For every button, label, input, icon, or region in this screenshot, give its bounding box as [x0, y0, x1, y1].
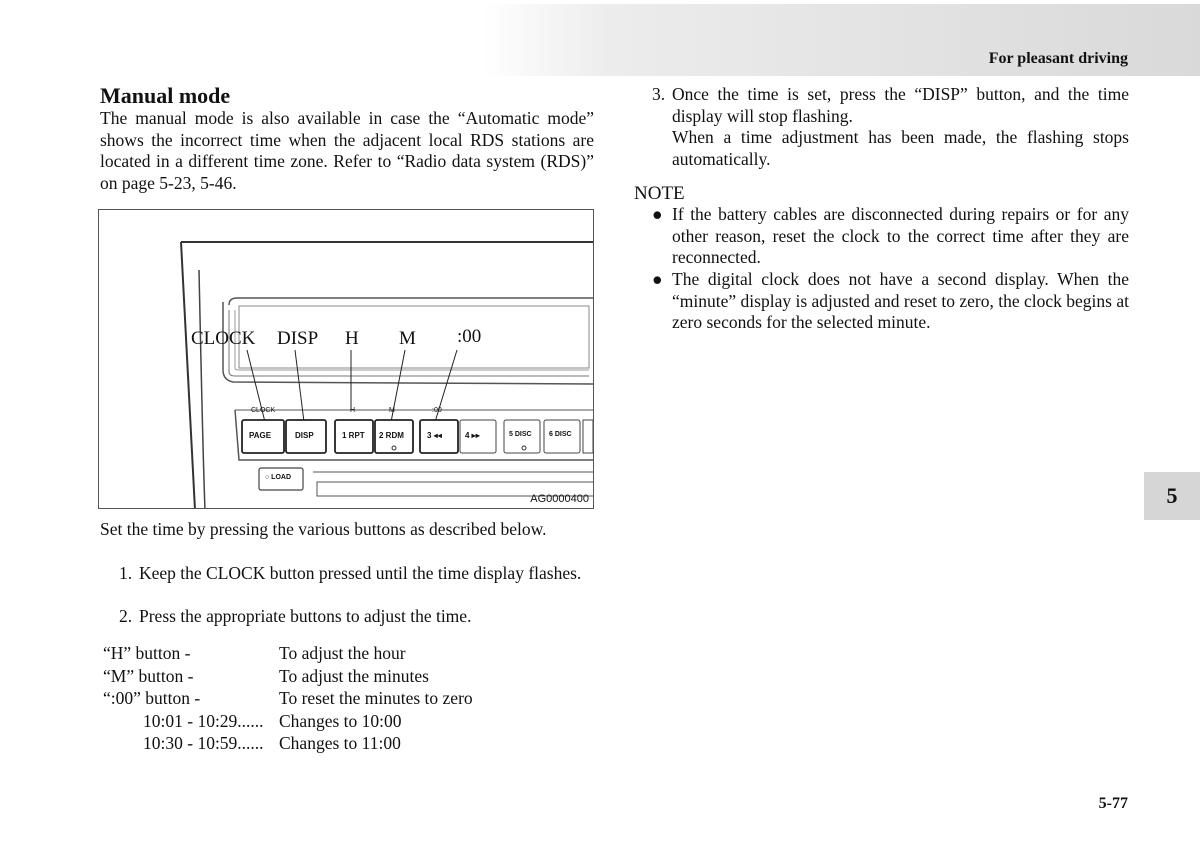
- callout-clock: CLOCK: [191, 328, 256, 349]
- small-label-m: M: [389, 407, 395, 414]
- note-bullet-2: The digital clock does not have a second display. When the “minute” display is adjusted and reset to zero, the clock begins at zero seconds for the selected minute.: [672, 269, 1129, 332]
- note-title: NOTE: [634, 183, 685, 204]
- callout-h: H: [345, 328, 359, 349]
- section-header: For pleasant driving: [988, 50, 1128, 67]
- step-3-number: 3.: [652, 84, 666, 104]
- instruction-paragraph: Set the time by pressing the various buttons as described below.: [100, 519, 547, 539]
- step-2-number: 2.: [119, 606, 133, 626]
- forward-button: 4 ▸▸: [465, 431, 480, 440]
- bullet-icon: ●: [652, 204, 663, 224]
- table-cell-range: 10:30 - 10:59......: [143, 733, 264, 754]
- disp-button: DISP: [295, 431, 314, 440]
- table-cell-action: To adjust the hour: [279, 643, 406, 663]
- table-cell-button: “M” button -: [103, 665, 194, 686]
- callout-disp: DISP: [277, 328, 319, 349]
- load-button: ○ LOAD: [265, 474, 292, 481]
- table-cell-range: 10:01 - 10:29......: [143, 710, 264, 731]
- chapter-tab: 5: [1144, 472, 1200, 520]
- callout-m: M: [399, 328, 416, 349]
- step-1-number: 1.: [119, 563, 133, 583]
- step-3-followup: When a time adjustment has been made, the flashing stops automatically.: [672, 127, 1129, 169]
- bullet-icon: ●: [652, 269, 663, 289]
- table-cell-action: To adjust the minutes: [279, 665, 429, 686]
- small-label-h: H: [350, 407, 356, 414]
- note-bullet-1: If the battery cables are disconnected during repairs or for any other reason, reset the clock to the correct time after they are reconnected.: [672, 204, 1129, 267]
- table-cell-action: Changes to 10:00: [279, 710, 402, 731]
- table-cell-button: “H” button -: [103, 643, 191, 663]
- page-button: PAGE: [249, 431, 272, 440]
- table-cell-action: To reset the minutes to zero: [279, 688, 473, 709]
- small-label-00: :00: [432, 407, 442, 414]
- section-heading: Manual mode: [100, 83, 231, 108]
- disc6-button: 6 DISC: [549, 431, 572, 438]
- disc5-button: 5 DISC: [509, 431, 532, 438]
- small-label-clock: CLOCK: [251, 407, 276, 414]
- rpt-button: 1 RPT: [342, 431, 365, 440]
- audio-unit-drawing: [99, 210, 594, 509]
- rewind-button: 3 ◂◂: [427, 431, 442, 440]
- table-cell-action: Changes to 11:00: [279, 733, 401, 754]
- page-number: 5-77: [1098, 795, 1128, 812]
- audio-unit-figure: [98, 209, 594, 509]
- step-3-text: Once the time is set, press the “DISP” button, and the time display will stop flashing.: [672, 84, 1129, 126]
- rdm-button: 2 RDM: [379, 431, 404, 440]
- intro-paragraph: The manual mode is also available in case the “Automatic mode” shows the incorrect time when the adjacent local RDS stations are located in a different time zone. Refer to “Radio data system (RDS)” on page 5-23, 5-46.: [100, 108, 594, 193]
- table-cell-button: “:00” button -: [103, 688, 201, 709]
- step-2-text: Press the appropriate buttons to adjust the time.: [139, 606, 472, 626]
- step-1-text: Keep the CLOCK button pressed until the time display flashes.: [139, 563, 582, 583]
- callout-00: :00: [457, 326, 482, 347]
- figure-code: AG0000400: [530, 493, 589, 505]
